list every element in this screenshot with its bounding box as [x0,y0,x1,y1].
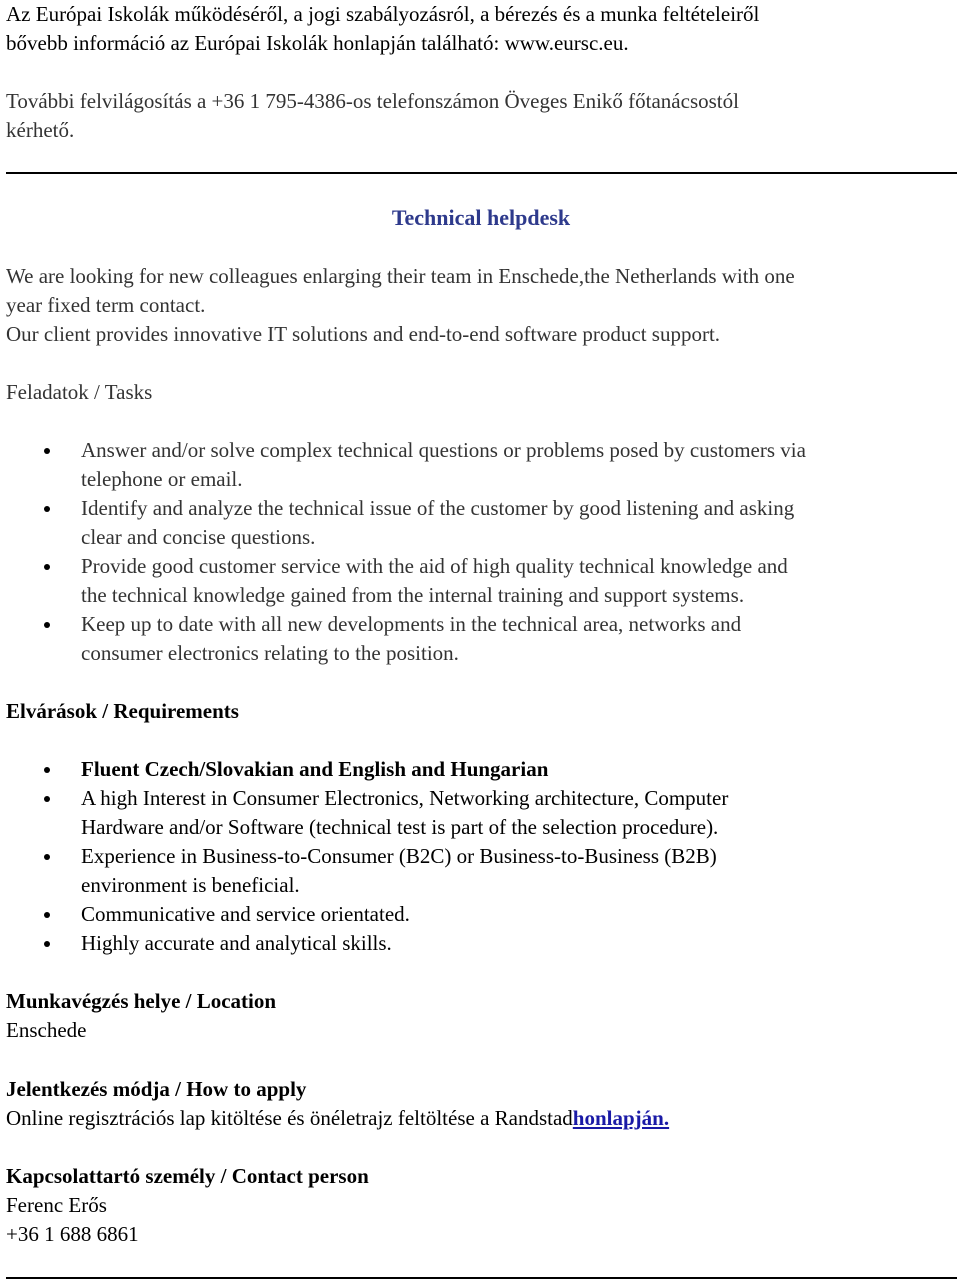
list-item [6,552,956,610]
list-item [6,900,956,929]
list-item [6,436,956,494]
bullet-icon [44,854,50,860]
bullet-icon [44,506,50,512]
divider [6,172,957,174]
task-1-line-1: Answer and/or solve complex technical questions or problems posed by customers via [81,438,806,462]
intro-line-4: kérhető. [6,118,75,142]
task-3-line-1: Provide good customer service with the aid of high quality technical knowledge and [81,554,788,578]
bullet-icon [44,448,50,454]
list-item [6,929,956,958]
tasks-list [6,436,956,668]
req-2-line-1: A high Interest in Consumer Electronics, Networking architecture, Computer [81,786,729,810]
intro-line-1: Az Európai Iskolák működéséről, a jogi szabályozásról, a bérezés és a munka feltételeiről [6,2,760,26]
contact-heading: Kapcsolattartó személy / Contact person [6,1164,369,1188]
bullet-icon [44,564,50,570]
req-1-line-1: Fluent Czech/Slovakian and English and Hungarian [81,757,549,781]
bullet-icon [44,767,50,773]
apply-text: Online regisztrációs lap kitöltése és önéletrajz feltöltése a Randstad [6,1106,573,1130]
requirements-list [6,755,956,958]
requirements-heading: Elvárások / Requirements [6,699,239,723]
list-item [6,842,956,900]
task-4-line-2: consumer electronics relating to the position. [81,641,459,665]
intro-line-3: További felvilágosítás a +36 1 795-4386-os telefonszámon Öveges Enikő főtanácsostól [6,89,739,113]
divider [6,1277,957,1279]
job-title: Technical helpdesk [391,205,571,230]
task-2-line-2: clear and concise questions. [81,525,316,549]
tasks-heading: Feladatok / Tasks [6,380,153,404]
location-heading: Munkavégzés helye / Location [6,989,277,1013]
task-1-line-2: telephone or email. [81,467,243,491]
job-desc-line-3: Our client provides innovative IT solutions and end-to-end software product support. [6,322,721,346]
task-4-line-1: Keep up to date with all new developments in the technical area, networks and [81,612,742,636]
req-4-line-1: Communicative and service orientated. [81,902,410,926]
apply-heading: Jelentkezés módja / How to apply [6,1077,307,1101]
contact-name: Ferenc Erős [6,1193,107,1217]
req-5-line-1: Highly accurate and analytical skills. [81,931,392,955]
req-2-line-2: Hardware and/or Software (technical test is part of the selection procedure). [81,815,719,839]
req-3-line-1: Experience in Business-to-Consumer (B2C) or Business-to-Business (B2B) [81,844,717,868]
randstad-homepage-link[interactable]: honlapján. [572,1106,670,1130]
list-item [6,610,956,668]
bullet-icon [44,912,50,918]
list-item [6,494,956,552]
bullet-icon [44,941,50,947]
bullet-icon [44,796,50,802]
location-value: Enschede [6,1018,87,1042]
job-desc-line-1: We are looking for new colleagues enlarging their team in Enschede,the Netherlands with one [6,264,795,288]
req-3-line-2: environment is beneficial. [81,873,300,897]
job-desc-line-2: year fixed term contact. [6,293,206,317]
list-item [6,784,956,842]
list-item [6,755,956,784]
task-3-line-2: the technical knowledge gained from the internal training and support systems. [81,583,745,607]
apply-text-line [6,1104,669,1133]
task-2-line-1: Identify and analyze the technical issue of the customer by good listening and asking [81,496,795,520]
contact-phone: +36 1 688 6861 [6,1222,139,1246]
intro-line-2: bővebb információ az Európai Iskolák honlapján található: www.eursc.eu. [6,31,629,55]
bullet-icon [44,622,50,628]
